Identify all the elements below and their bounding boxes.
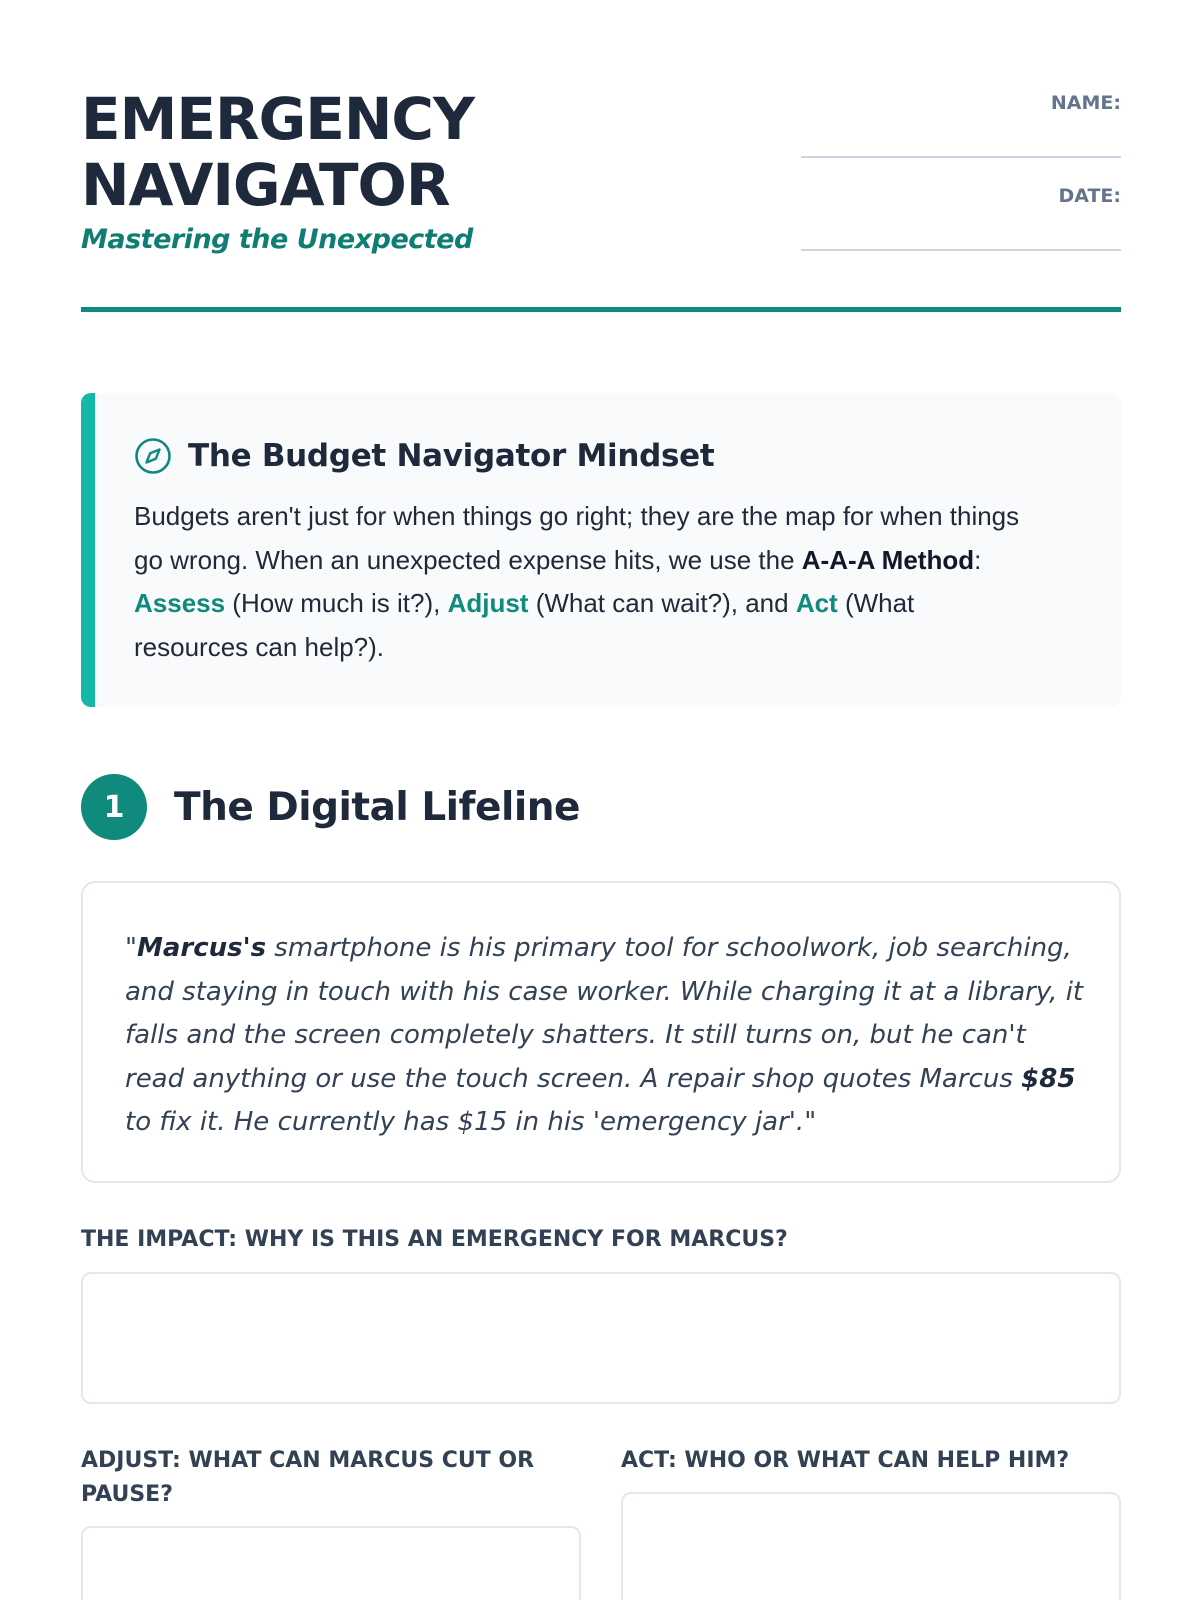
mindset-text-part: (How much is it?), <box>225 588 448 618</box>
scenario-box <box>81 881 1121 1183</box>
adjust-answer-box[interactable] <box>81 1526 581 1600</box>
repair-amount: $85 <box>1021 1063 1076 1094</box>
impact-answer-box[interactable] <box>81 1272 1121 1404</box>
act-question: ACT: WHO OR WHAT CAN HELP HIM? <box>621 1448 1070 1473</box>
title-line-1: EMERGENCY <box>81 85 474 153</box>
header-divider <box>81 307 1121 312</box>
impact-question: THE IMPACT: WHY IS THIS AN EMERGENCY FOR MARCUS? <box>81 1227 788 1252</box>
name-label: NAME: <box>1050 92 1121 114</box>
method-name: A-A-A Method <box>801 544 975 575</box>
mindset-title: The Budget Navigator Mindset <box>188 438 715 474</box>
adjust-question: ADJUST: WHAT CAN MARCUS CUT OR PAUSE? <box>81 1448 535 1507</box>
act-answer-box[interactable] <box>621 1492 1121 1600</box>
date-field[interactable] <box>801 249 1121 251</box>
mindset-heading <box>134 437 714 475</box>
date-label: DATE: <box>1058 185 1121 207</box>
mindset-text <box>134 495 1034 669</box>
mindset-text-part: (What can wait?), and <box>528 588 796 618</box>
page-subtitle: Mastering the Unexpected <box>81 224 473 255</box>
section-heading <box>81 774 580 840</box>
section-number-badge: 1 <box>81 774 147 840</box>
assess-term: Assess <box>134 588 226 618</box>
title-line-2: NAVIGATOR <box>81 151 450 219</box>
adjust-term: Adjust <box>447 588 529 618</box>
scenario-text <box>125 927 1085 1145</box>
scenario-text-part: to fix it. He currently has $15 in his 'emergency jar'." <box>125 1107 817 1137</box>
compass-icon <box>134 437 172 475</box>
scenario-text-part: smartphone is his primary tool for schoolwork, job searching, and staying in touch with his case worker. While charging it at a library, it falls and the screen completely shatters. It still turns on, but he can't read anything or use the touch screen. A repair shop quotes Marcus <box>125 933 1084 1094</box>
mindset-callout <box>81 393 1121 707</box>
section-title: The Digital Lifeline <box>174 784 580 830</box>
worksheet-page <box>81 0 1121 1600</box>
scenario-quote: " <box>125 933 137 963</box>
page-title <box>81 86 601 218</box>
scenario-name: Marcus's <box>136 933 267 963</box>
worksheet-header <box>81 86 1121 312</box>
mindset-text-part: (What resources can help?). <box>134 588 915 662</box>
name-field[interactable] <box>801 156 1121 158</box>
mindset-text-part: : <box>974 544 982 575</box>
act-term: Act <box>795 588 838 618</box>
callout-accent-bar <box>81 393 95 707</box>
mindset-text-part: Budgets aren't just for when things go right; they are the map for when things go wrong. When an unexpected expense hits, we use the <box>134 501 1020 575</box>
